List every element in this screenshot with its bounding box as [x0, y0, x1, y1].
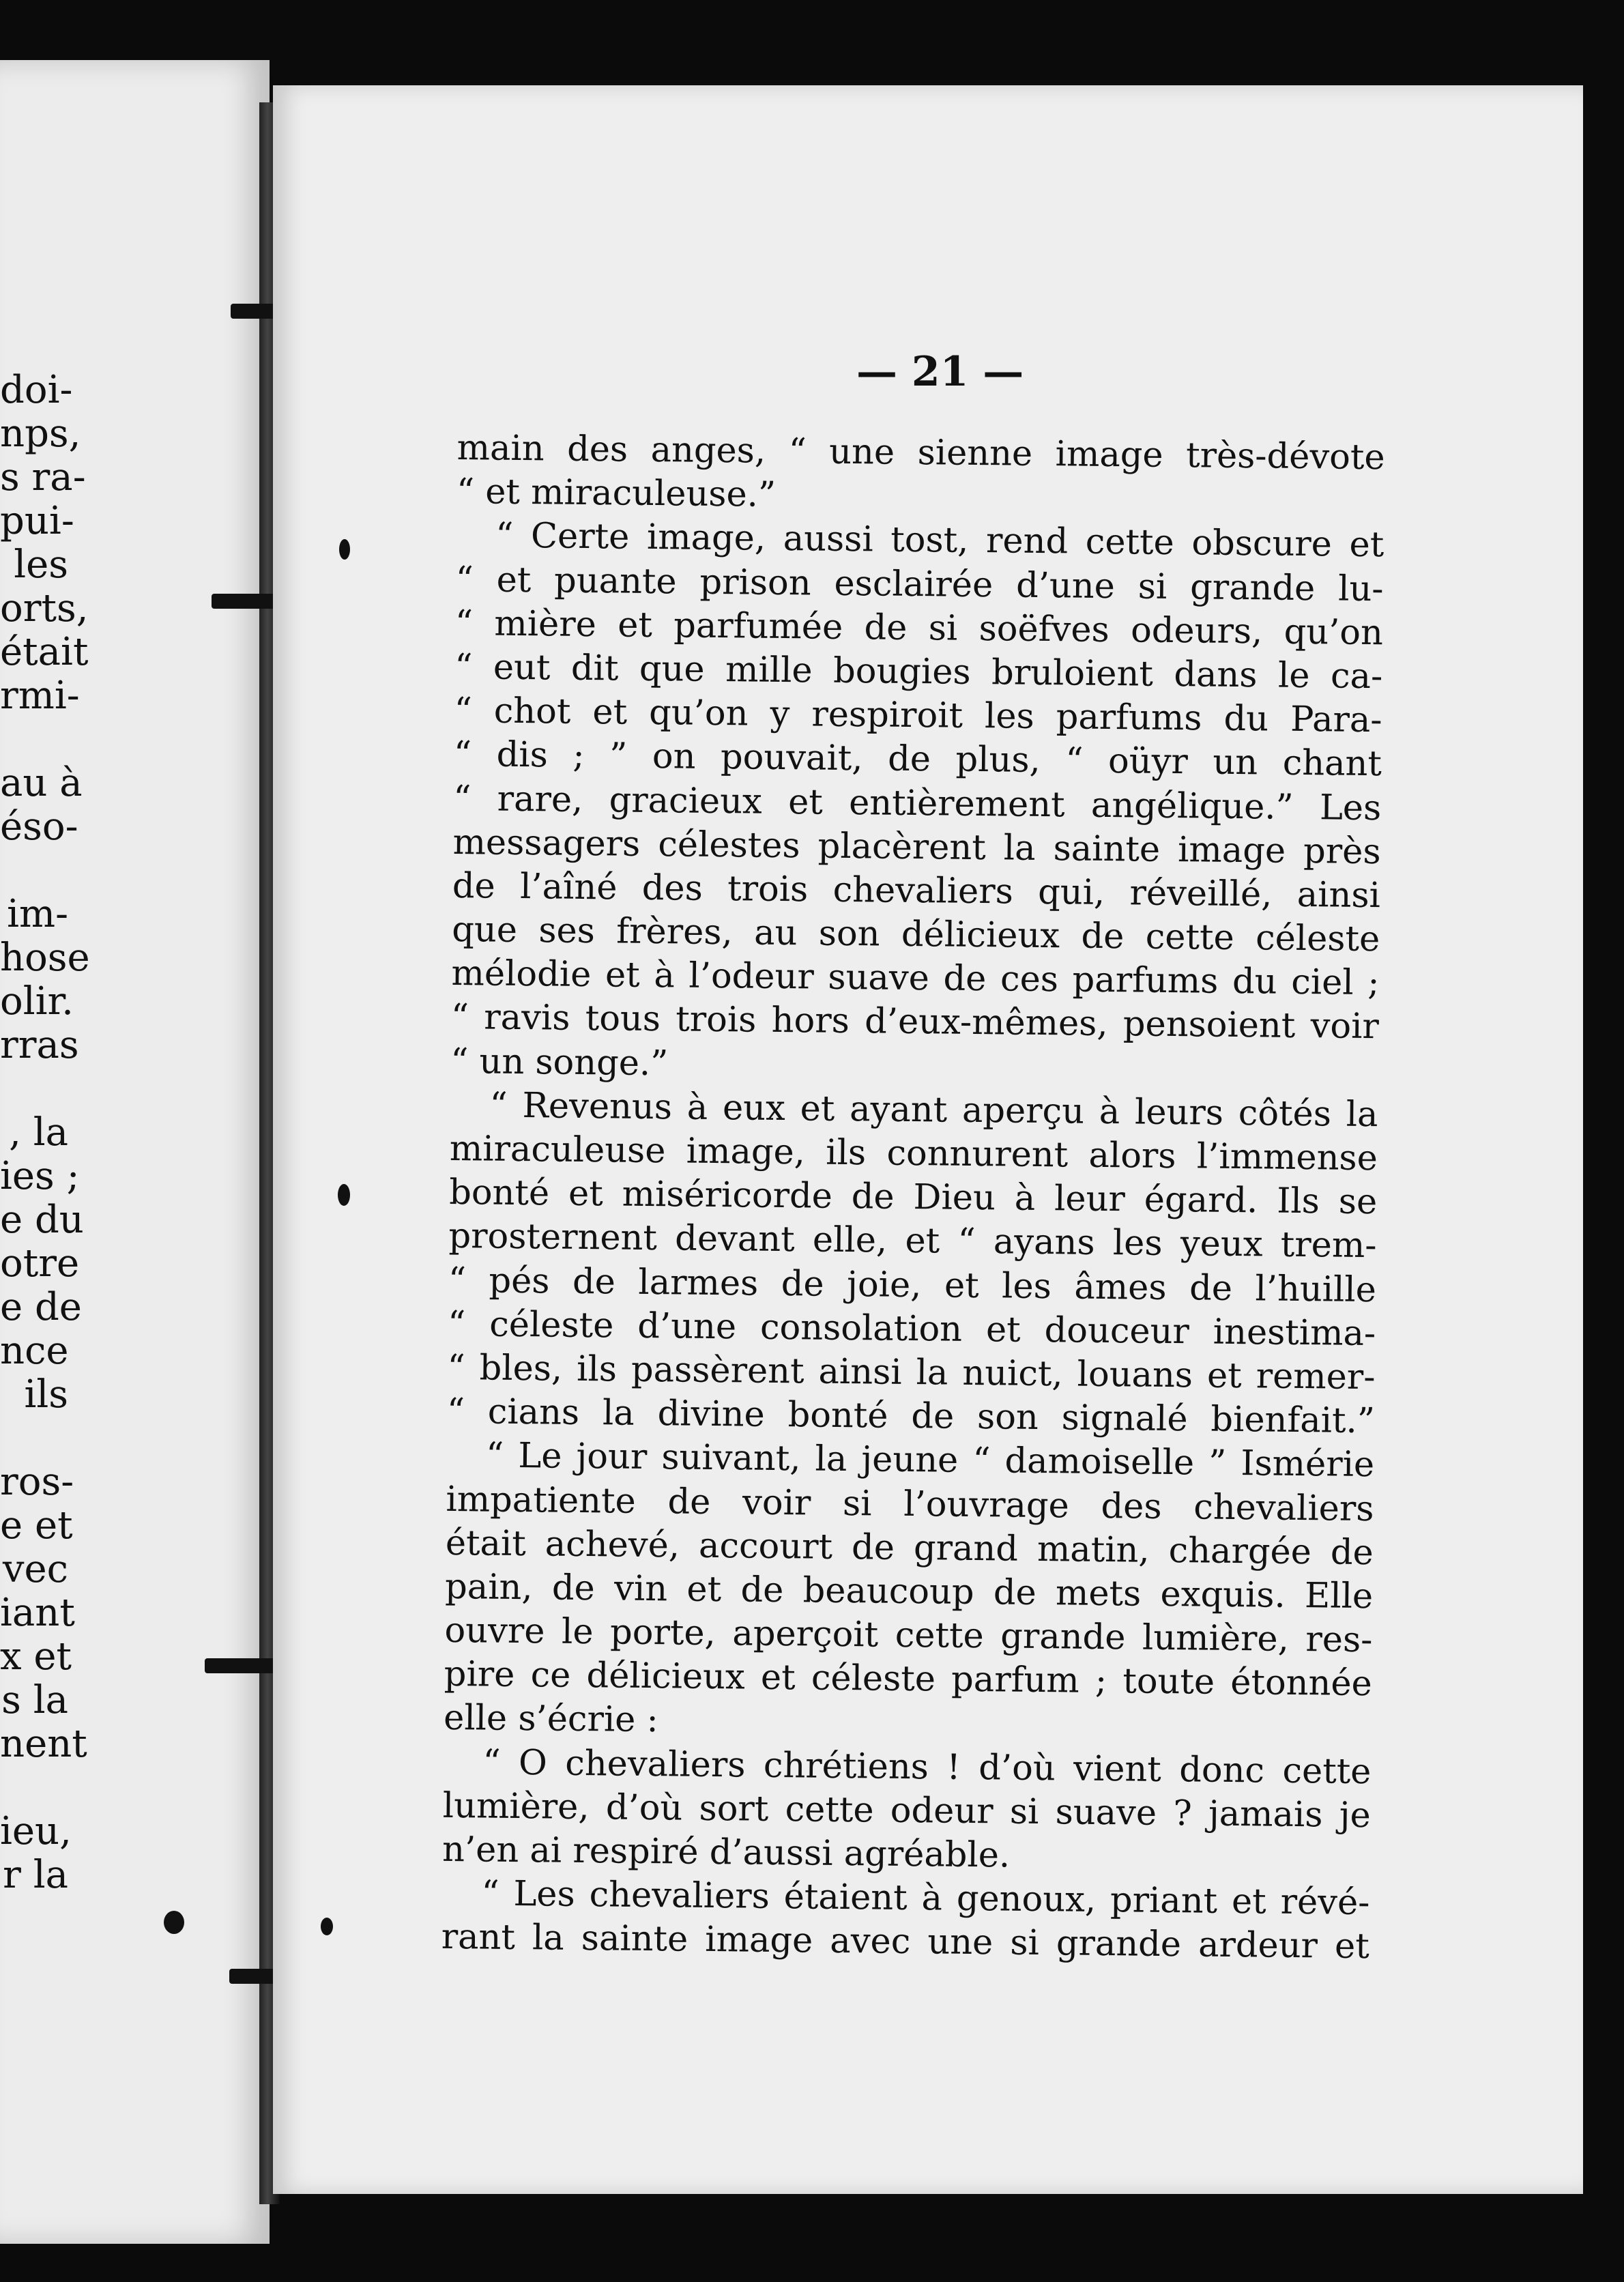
previous-page-line: e du	[0, 1198, 84, 1242]
previous-page-line: e et	[0, 1503, 73, 1548]
text-line: “ bles, ils passèrent ainsi la nuict, louans et remer-	[447, 1347, 1376, 1398]
previous-page-line: au à	[0, 761, 83, 805]
paper-speck	[164, 1911, 184, 1934]
text-line: “ Les chevaliers étaient à genoux, priant et révé-	[481, 1873, 1370, 1924]
text-line: “ et puante prison esclairée d’une si grande lu-	[455, 559, 1384, 609]
paper-speck	[321, 1918, 333, 1935]
text-line: “ ravis tous trois hors d’eux-mêmes, pensoient voir	[450, 997, 1380, 1048]
previous-page-line	[0, 1417, 68, 1460]
text-line: “ Revenus à eux et ayant aperçu à leurs côtés la	[489, 1085, 1378, 1135]
previous-page-line: olir.	[0, 979, 74, 1024]
previous-page-line: ils	[24, 1372, 68, 1417]
text-line: mélodie et à l’odeur suave de ces parfums du ciel ;	[451, 953, 1380, 1004]
previous-page-line: ieu,	[0, 1809, 72, 1853]
previous-page-line: rmi-	[0, 674, 80, 718]
text-line: “ un songe.”	[450, 1041, 669, 1084]
text-line: bonté et miséricorde de Dieu à leur égard. Ils se	[448, 1172, 1378, 1223]
page-body-text	[441, 427, 1384, 1969]
text-line: “ chot et qu’on y respiroit les parfums du Para-	[454, 691, 1382, 741]
previous-page-line: orts,	[0, 586, 89, 631]
text-line: ouvre le porte, aperçoit cette grande lumière, res-	[444, 1610, 1373, 1661]
previous-page-line: ies ;	[0, 1154, 80, 1198]
text-line: était achevé, accourt de grand matin, chargée de	[445, 1522, 1374, 1573]
previous-page-line: nps,	[0, 411, 81, 456]
text-line: “ cians la divine bonté de son signalé bienfait.”	[446, 1391, 1376, 1442]
text-line: pain, de vin et de beaucoup de mets exquis. Elle	[444, 1566, 1374, 1617]
text-line: rant la sainte image avec une si grande ardeur et	[441, 1917, 1370, 1967]
previous-page-line	[0, 1766, 68, 1810]
previous-page-line: pui-	[0, 499, 74, 543]
previous-page-line: , la	[9, 1110, 68, 1155]
previous-page-line: s ra-	[0, 455, 86, 500]
text-line: de l’aîné des trois chevaliers qui, réveillé, ainsi	[452, 865, 1381, 916]
text-line: “ dis ; ” on pouvait, de plus, “ oüyr un chant	[453, 734, 1382, 785]
text-line: “ O chevaliers chrétiens ! d’où vient donc cette	[482, 1742, 1372, 1792]
previous-page-line: iant	[0, 1591, 75, 1635]
previous-page-line: les	[14, 543, 68, 587]
previous-page-line: rras	[0, 1023, 79, 1067]
text-line: “ pés de larmes de joie, et les âmes de l’huille	[448, 1260, 1377, 1310]
previous-page-line: était	[0, 630, 89, 674]
paper-speck	[339, 539, 350, 560]
previous-page-text-fragments	[0, 368, 90, 1897]
previous-page-line: ros-	[0, 1460, 74, 1504]
text-line: elle s’écrie :	[443, 1698, 659, 1741]
previous-page-line: éso-	[0, 805, 78, 849]
previous-page-line: e de	[0, 1285, 82, 1329]
text-line: impatiente de voir si l’ouvrage des chevaliers	[446, 1479, 1374, 1529]
paper-speck	[338, 1184, 350, 1206]
previous-page-line: x et	[0, 1634, 72, 1679]
previous-page-line: otre	[0, 1241, 80, 1286]
text-line: “ mière et parfumée de si soëfves odeurs, qu’on	[454, 603, 1384, 653]
text-line: “ Certe image, aussi tost, rend cette obscure et	[495, 515, 1384, 566]
page-number: — 21 —	[856, 348, 1024, 396]
text-line: “ céleste d’une consolation et douceur inestima-	[447, 1303, 1376, 1354]
text-line: “ eut dit que mille bougies bruloient dans le ca-	[454, 646, 1383, 697]
text-line: main des anges, “ une sienne image très-dévote	[456, 427, 1385, 478]
text-line: “ rare, gracieux et entièrement angélique.” Les	[452, 778, 1382, 828]
previous-page-line	[0, 718, 68, 762]
previous-page-line: vec	[2, 1547, 68, 1591]
text-line: “ Le jour suivant, la jeune “ damoiselle ” Ismérie	[485, 1435, 1375, 1486]
previous-page-line: nent	[0, 1722, 87, 1766]
text-line: miraculeuse image, ils connurent alors l’immense	[449, 1128, 1378, 1179]
previous-page-line	[0, 849, 68, 893]
previous-page-line	[0, 1067, 68, 1111]
previous-page-line: r la	[3, 1853, 68, 1897]
text-line: messagers célestes placèrent la sainte image près	[452, 822, 1381, 872]
previous-page-line: nce	[0, 1329, 69, 1373]
text-line: pire ce délicieux et céleste parfum ; toute étonnée	[444, 1654, 1373, 1705]
text-line: que ses frères, au son délicieux de cette céleste	[451, 910, 1380, 960]
text-line: prosternent devant elle, et “ ayans les yeux trem-	[448, 1216, 1377, 1267]
text-line: lumière, d’où sort cette odeur si suave ? jamais je	[442, 1785, 1372, 1836]
previous-page-line: s la	[1, 1678, 68, 1722]
previous-page-line: doi-	[0, 368, 73, 412]
previous-page-line: im-	[7, 892, 68, 936]
previous-page-line: hose	[0, 936, 90, 980]
text-line: “ et miraculeuse.”	[456, 472, 777, 516]
text-line: n’en ai respiré d’aussi agréable.	[441, 1829, 1011, 1876]
